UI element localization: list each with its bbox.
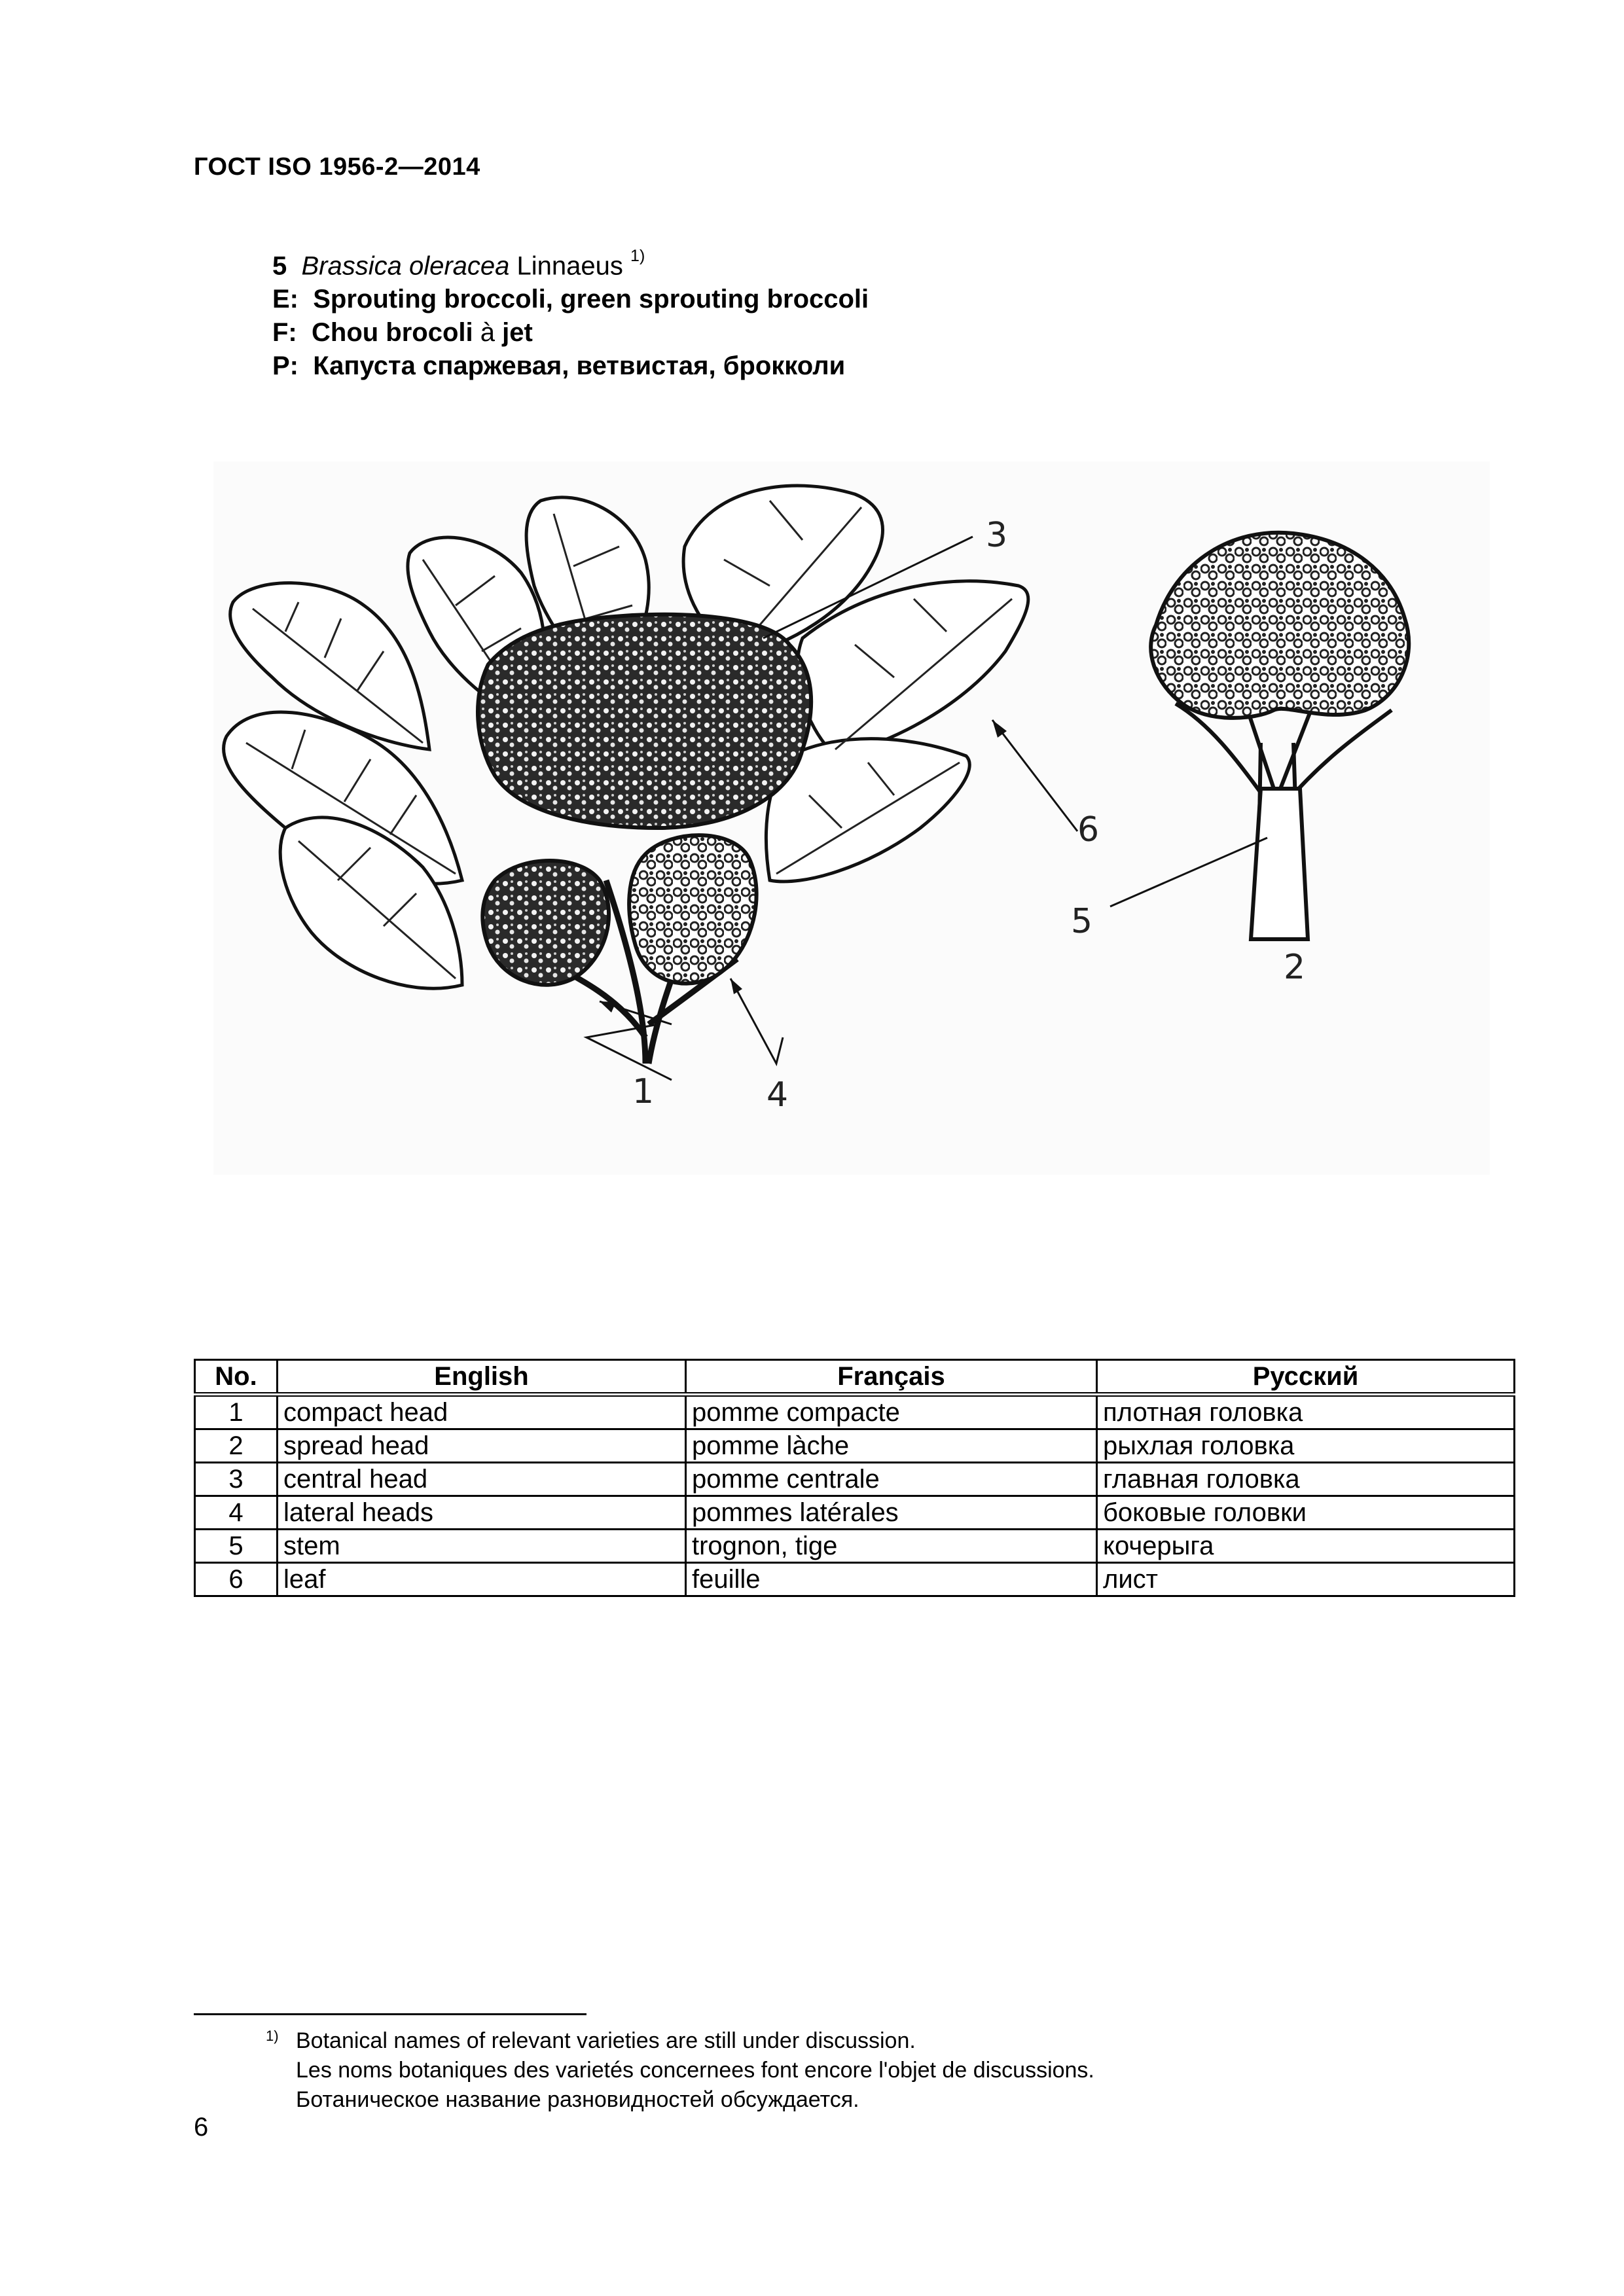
cell-no: 4 [195, 1496, 278, 1530]
col-russian: Русский [1097, 1360, 1515, 1395]
footnote-marker: 1) [266, 2028, 279, 2044]
cell-english: leaf [278, 1563, 686, 1596]
footnote-line-en [268, 2026, 1094, 2056]
cell-english: central head [278, 1463, 686, 1496]
cell-russian: лист [1097, 1563, 1515, 1596]
col-no: No. [195, 1360, 278, 1395]
cell-no: 2 [195, 1429, 278, 1463]
cell-english: spread head [278, 1429, 686, 1463]
name-french-part3: jet [502, 318, 533, 348]
cell-english: stem [278, 1530, 686, 1563]
cell-english: compact head [278, 1395, 686, 1429]
name-russian [272, 350, 869, 383]
cell-french: trognon, tige [686, 1530, 1097, 1563]
name-russian-text: Капуста спаржевая, ветвистая, брокколи [313, 351, 846, 381]
footnote [268, 2026, 1094, 2115]
lateral-head-left [482, 861, 609, 985]
latin-name: Brassica oleracea [301, 251, 510, 281]
species-number: 5 [272, 251, 287, 281]
footnote-line-ru: Ботаническое название разновидностей обсуждается. [296, 2087, 859, 2112]
cell-french: pomme làche [686, 1429, 1097, 1463]
table-header-row [195, 1360, 1515, 1395]
page-number: 6 [194, 2113, 209, 2142]
name-french-part1: Chou brocoli [312, 318, 473, 348]
species-title [272, 243, 869, 283]
col-english: English [278, 1360, 686, 1395]
broccoli-illustration [213, 461, 1490, 1175]
cell-no: 6 [195, 1563, 278, 1596]
name-english [272, 283, 869, 316]
callout-5: 5 [1071, 902, 1093, 941]
cell-french: feuille [686, 1563, 1097, 1596]
cell-no: 3 [195, 1463, 278, 1496]
author-name: Linnaeus [516, 251, 623, 281]
species-block [272, 243, 869, 383]
callout-2: 2 [1284, 948, 1306, 987]
col-french: Français [686, 1360, 1097, 1395]
callout-1: 1 [632, 1072, 655, 1111]
terms-table [194, 1359, 1515, 1597]
table-row [195, 1496, 1515, 1530]
cell-russian: кочерыга [1097, 1530, 1515, 1563]
spread-head-stem [1251, 789, 1308, 939]
callout-4: 4 [767, 1075, 789, 1115]
table-row [195, 1530, 1515, 1563]
cell-french: pomme centrale [686, 1463, 1097, 1496]
lang-prefix-f: F: [272, 318, 297, 348]
cell-russian: плотная головка [1097, 1395, 1515, 1429]
footnote-text-en: Botanical names of relevant varieties are still under discussion. [296, 2028, 916, 2053]
document-header: ГОСТ ISO 1956-2—2014 [194, 153, 480, 181]
table-row [195, 1463, 1515, 1496]
cell-russian: главная головка [1097, 1463, 1515, 1496]
lang-prefix-e: E: [272, 285, 298, 314]
table-row [195, 1429, 1515, 1463]
callout-3: 3 [986, 516, 1008, 555]
cell-french: pommes latérales [686, 1496, 1097, 1530]
central-head [478, 615, 811, 828]
cell-english: lateral heads [278, 1496, 686, 1530]
table-row [195, 1563, 1515, 1596]
table-row [195, 1395, 1515, 1429]
cell-russian: рыхлая головка [1097, 1429, 1515, 1463]
cell-no: 1 [195, 1395, 278, 1429]
footnote-ref: 1) [630, 247, 645, 265]
cell-russian: боковые головки [1097, 1496, 1515, 1530]
cell-french: pomme compacte [686, 1395, 1097, 1429]
name-french-part2: à [480, 318, 496, 348]
lang-prefix-p: P: [272, 351, 298, 381]
callout-6: 6 [1077, 810, 1100, 850]
footnote-divider [194, 2013, 586, 2015]
name-french [272, 316, 869, 350]
cell-no: 5 [195, 1530, 278, 1563]
name-english-text: Sprouting broccoli, green sprouting broccoli [313, 285, 869, 314]
footnote-line-fr: Les noms botaniques des varietés concernees font encore l'objet de discussions. [296, 2058, 1094, 2083]
